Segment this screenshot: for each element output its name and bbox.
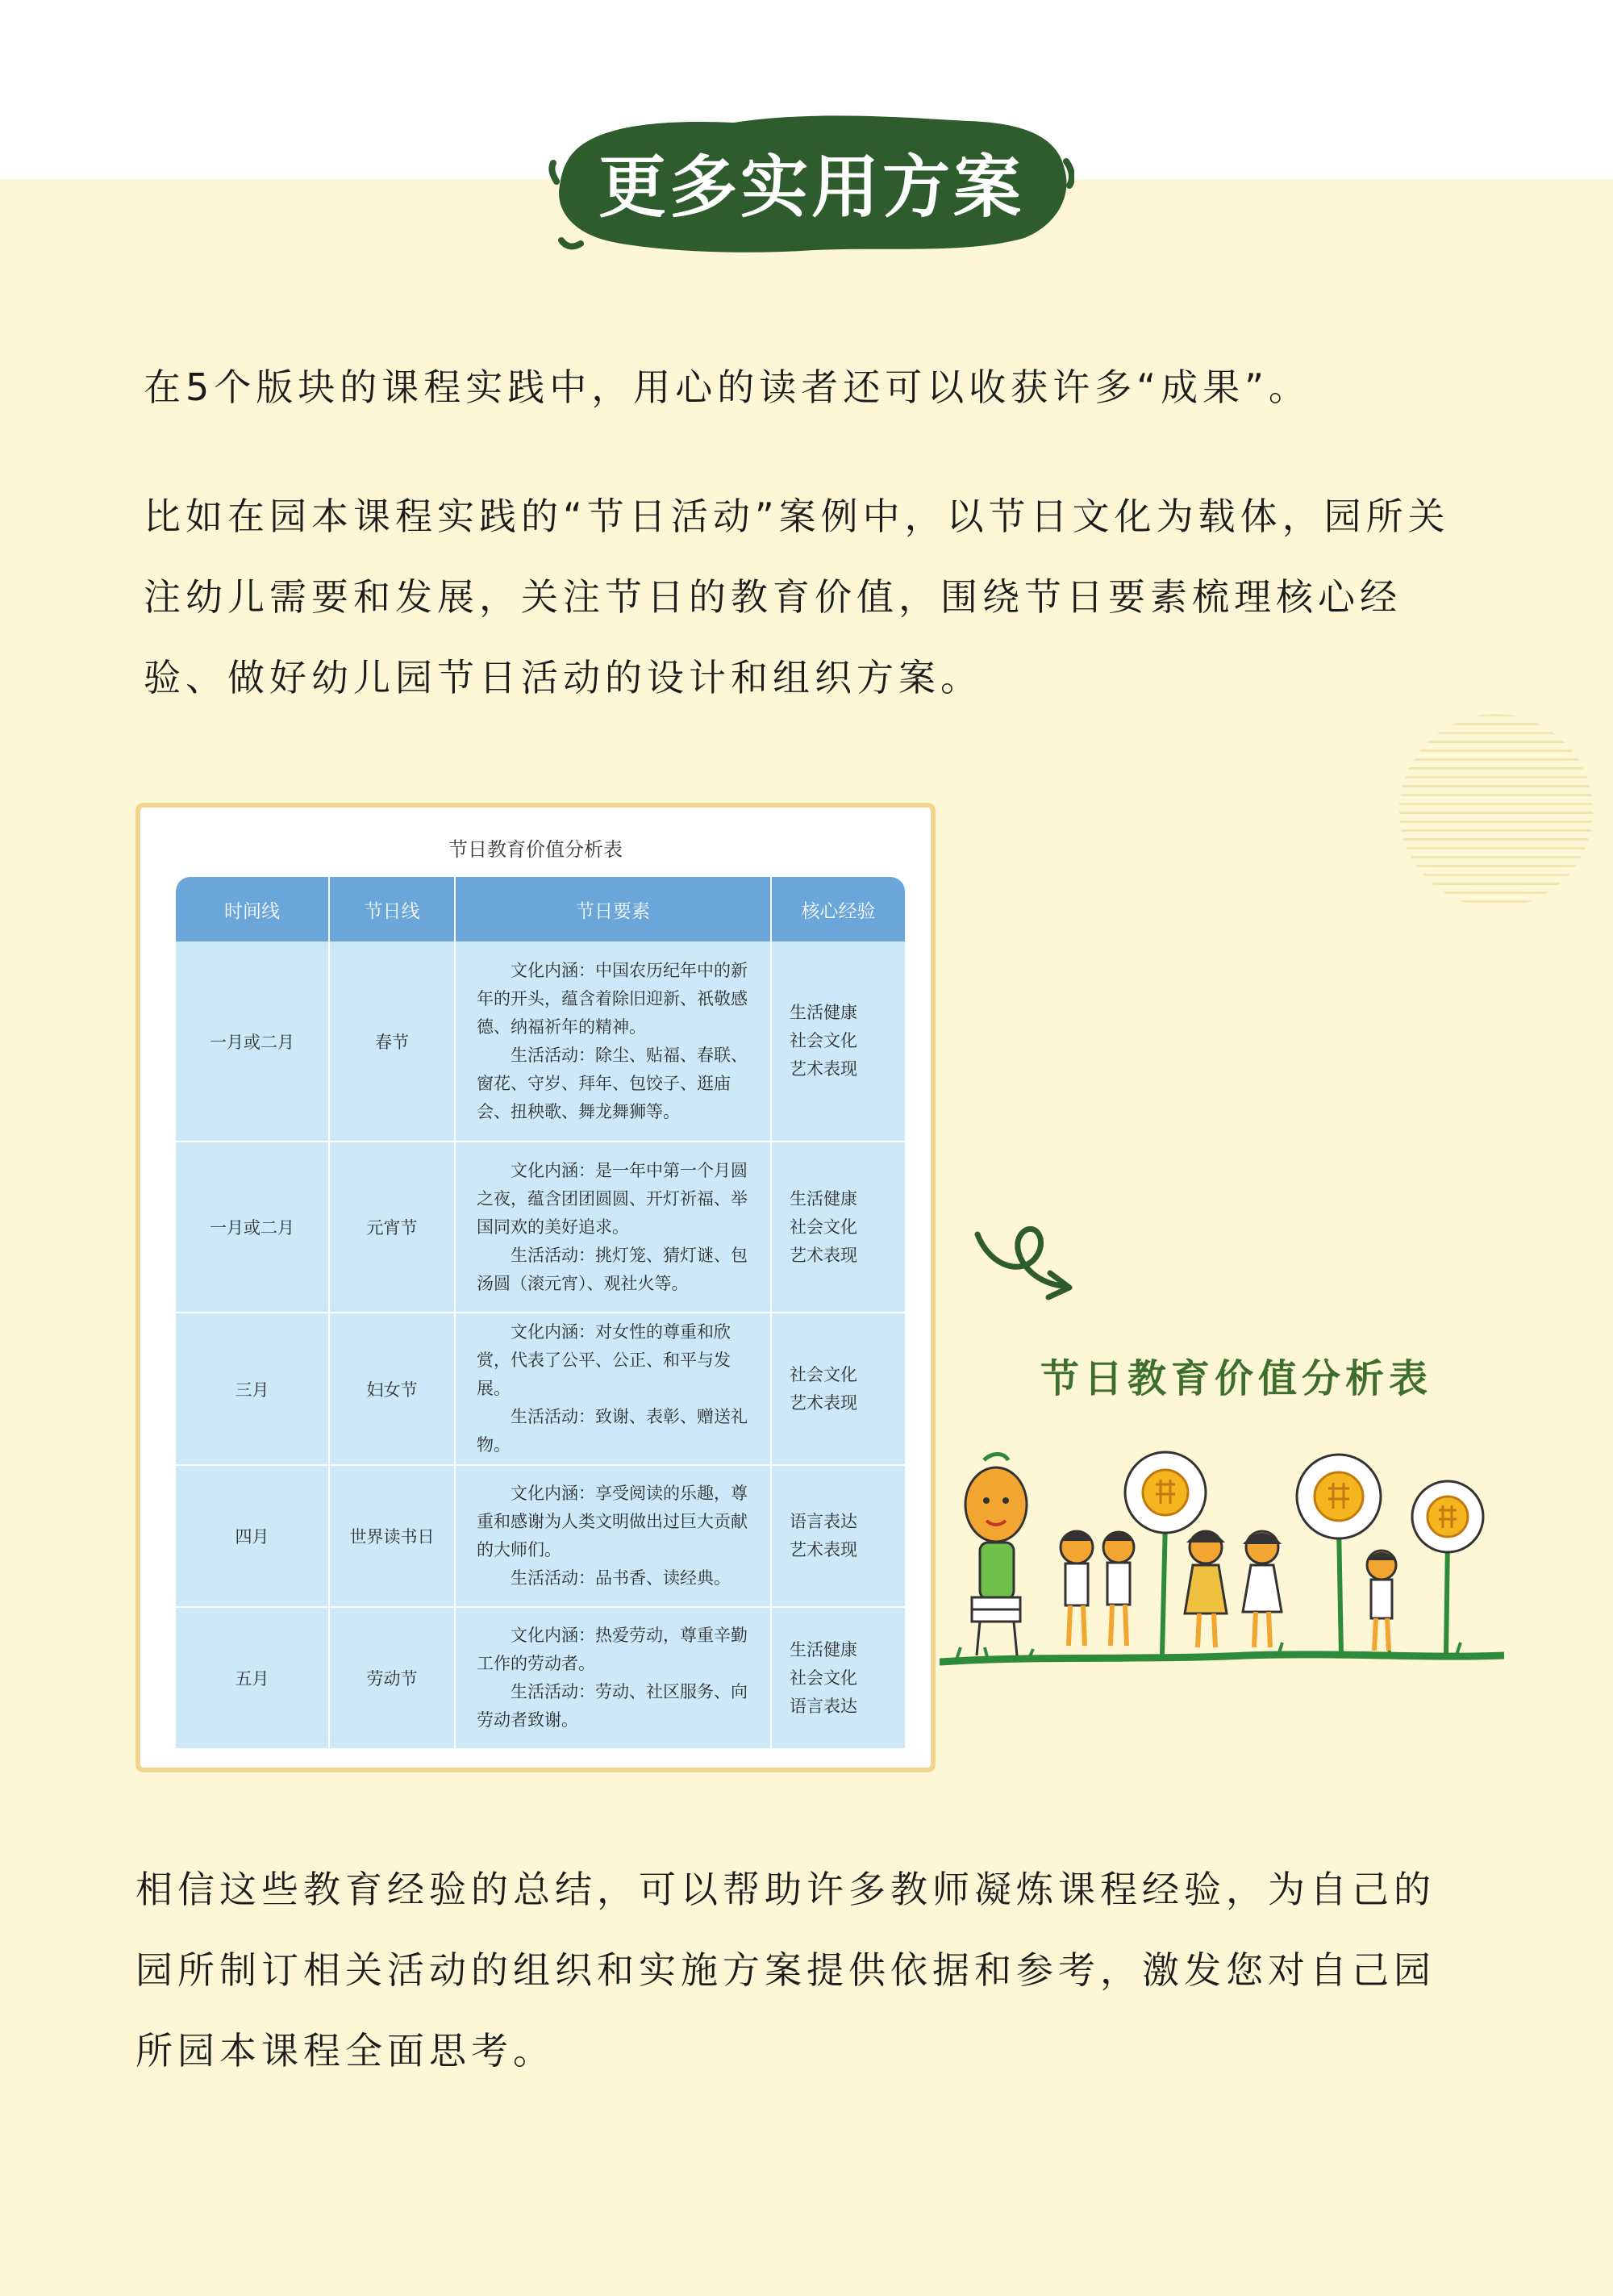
experience-item: 生活健康 — [790, 1188, 857, 1209]
table-caption: 节日教育价值分析表 — [448, 838, 623, 861]
elements-culture: 文化内涵：热爱劳动，尊重辛勤工作的劳动者。 — [477, 1626, 748, 1673]
elements-activities: 生活活动：品书香、读经典。 — [511, 1568, 731, 1588]
cell-festival: 世界读书日 — [329, 1465, 455, 1607]
cell-time: 一月或二月 — [176, 941, 329, 1142]
cell-festival: 元宵节 — [329, 1142, 455, 1313]
title-badge — [548, 105, 1074, 258]
experience-item: 语言表达 — [790, 1696, 857, 1716]
experience-item: 艺术表现 — [790, 1392, 857, 1413]
cell-time: 三月 — [176, 1313, 329, 1465]
table-card — [135, 803, 936, 1772]
teacher-figure — [965, 1455, 1027, 1656]
experience-item: 社会文化 — [790, 1217, 857, 1237]
cell-experience — [771, 941, 905, 1142]
cell-festival: 春节 — [329, 941, 455, 1142]
elements-culture: 文化内涵：中国农历纪年中的新年的开头，蕴含着除旧迎新、祇敬感德、纳福祈年的精神。 — [477, 960, 748, 1037]
header-elements: 节日要素 — [455, 877, 771, 941]
table-row — [176, 1607, 905, 1749]
experience-item: 生活健康 — [790, 1003, 857, 1022]
experience-item: 艺术表现 — [790, 1059, 857, 1079]
elements-activities: 生活活动：挑灯笼、猜灯谜、包汤圆（滚元宵）、观社火等。 — [477, 1245, 748, 1293]
experience-item: 艺术表现 — [790, 1245, 857, 1265]
curly-arrow-icon — [968, 1202, 1081, 1307]
header-festival: 节日线 — [329, 877, 455, 941]
cell-experience — [771, 1142, 905, 1313]
experience-item: 生活健康 — [790, 1639, 857, 1659]
cell-elements — [455, 941, 771, 1142]
elements-culture: 文化内涵：是一年中第一个月圆之夜，蕴含团团圆圆、开灯祈福、举国同欢的美好追求。 — [477, 1160, 748, 1237]
sunflower-2 — [1297, 1455, 1381, 1655]
experience-item: 艺术表现 — [790, 1540, 857, 1559]
cell-festival: 妇女节 — [329, 1313, 455, 1465]
cell-experience — [771, 1607, 905, 1749]
page-title: 更多实用方案 — [598, 147, 1024, 227]
experience-item: 社会文化 — [790, 1031, 857, 1050]
cell-elements — [455, 1313, 771, 1465]
side-caption: 节日教育价值分析表 — [1040, 1356, 1433, 1401]
intro-paragraph: 在5个版块的课程实践中，用心的读者还可以收获许多“成果”。 — [144, 365, 1311, 409]
child-2 — [1103, 1532, 1134, 1646]
table-row — [176, 941, 905, 1142]
decorative-striped-circle — [1399, 714, 1593, 908]
experience-item: 语言表达 — [790, 1512, 857, 1531]
cell-experience — [771, 1313, 905, 1465]
cell-time: 一月或二月 — [176, 1142, 329, 1313]
sunflower-3 — [1412, 1481, 1483, 1655]
example-paragraph: 比如在园本课程实践的“节日活动”案例中，以节日文化为载体，园所关注幼儿需要和发展，关注节日的教育价值，围绕节日要素梳理核心经验、做好幼儿园节日活动的设计和组织方案。 — [144, 495, 1450, 699]
experience-item: 社会文化 — [790, 1668, 857, 1688]
table-row — [176, 1465, 905, 1607]
closing-paragraph: 相信这些教育经验的总结，可以帮助许多教师凝炼课程经验，为自己的园所制订相关活动的组织和实施方案提供依据和参考，激发您对自己园所园本课程全面思考。 — [135, 1868, 1436, 2073]
cell-elements — [455, 1465, 771, 1607]
cell-elements — [455, 1142, 771, 1313]
elements-culture: 文化内涵：享受阅读的乐趣，尊重和感谢为人类文明做出过巨大贡献的大师们。 — [477, 1484, 748, 1559]
header-experience: 核心经验 — [771, 877, 905, 941]
elements-activities: 生活活动：致谢、表彰、赠送礼物。 — [477, 1407, 748, 1455]
cell-time: 五月 — [176, 1607, 329, 1749]
value-analysis-table — [176, 877, 905, 1750]
cell-experience — [771, 1465, 905, 1607]
cell-time: 四月 — [176, 1465, 329, 1607]
child-1 — [1061, 1531, 1093, 1646]
table-header-row — [176, 877, 905, 941]
experience-item: 社会文化 — [790, 1364, 857, 1384]
cell-elements — [455, 1607, 771, 1749]
child-4 — [1243, 1531, 1282, 1647]
table-row — [176, 1142, 905, 1313]
children-sunflowers-drawing — [940, 1444, 1504, 1686]
elements-activities: 生活活动：劳动、社区服务、向劳动者致谢。 — [477, 1682, 748, 1730]
cell-festival: 劳动节 — [329, 1607, 455, 1749]
child-3 — [1185, 1531, 1227, 1647]
table-row — [176, 1313, 905, 1465]
elements-activities: 生活活动：除尘、贴福、春联、窗花、守岁、拜年、包饺子、逛庙会、扭秧歌、舞龙舞狮等。 — [477, 1045, 748, 1121]
child-5 — [1367, 1551, 1396, 1651]
elements-culture: 文化内涵：对女性的尊重和欣赏，代表了公平、公正、和平与发展。 — [477, 1322, 731, 1398]
header-time: 时间线 — [176, 877, 329, 941]
